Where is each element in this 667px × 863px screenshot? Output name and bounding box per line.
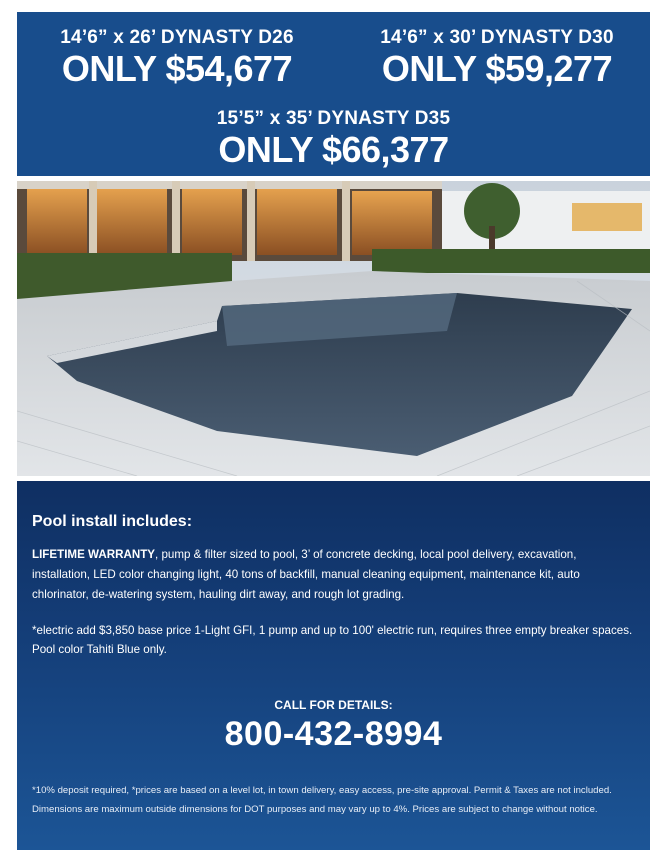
offer-d35 bbox=[167, 108, 500, 170]
electric-note: *electric add $3,850 base price 1-Light GFI, 1 pump and up to 100' electric run, requires three empty breaker spaces. Pool color Tahiti Blue only. bbox=[32, 624, 633, 656]
details-panel bbox=[17, 481, 650, 850]
offer-price: ONLY $59,277 bbox=[381, 48, 613, 89]
offer-price: ONLY $66,377 bbox=[218, 129, 449, 170]
phone-number[interactable]: 800-432-8994 bbox=[224, 715, 443, 753]
includes-items: , pump & filter sized to pool, 3’ of concrete decking, local pool delivery, excavation, installation, LED color changing light, 40 tons of backfill, manual cleaning equipment, maintenance kit, auto chlorinator, de-watering system, hauling dirt away, and rough lot grading. bbox=[32, 548, 580, 601]
pool-photo bbox=[17, 181, 650, 476]
offer-model: 14’6” x 30’ DYNASTY D30 bbox=[380, 27, 614, 48]
offer-price: ONLY $54,677 bbox=[61, 48, 293, 89]
includes-heading: Pool install includes: bbox=[32, 513, 193, 530]
disclaimer: *10% deposit required, *prices are based on a level lot, in town delivery, easy access, pre-site approval. Permit & Taxes are not included. Dimensions are maximum outside dimensions for DOT purposes and may vary up to 4%. Prices are subject to change without notice. bbox=[32, 785, 612, 815]
offer-model: 15’5” x 35’ DYNASTY D35 bbox=[216, 108, 451, 129]
offer-d30 bbox=[347, 27, 647, 89]
offer-model: 14’6” x 26’ DYNASTY D26 bbox=[60, 27, 294, 48]
offer-d26 bbox=[17, 27, 337, 89]
call-label: CALL FOR DETAILS: bbox=[274, 698, 393, 712]
pool-scene-illustration bbox=[17, 181, 650, 476]
warranty-label: LIFETIME WARRANTY bbox=[32, 548, 156, 561]
pricing-banner bbox=[17, 12, 650, 176]
includes-list bbox=[32, 545, 632, 605]
